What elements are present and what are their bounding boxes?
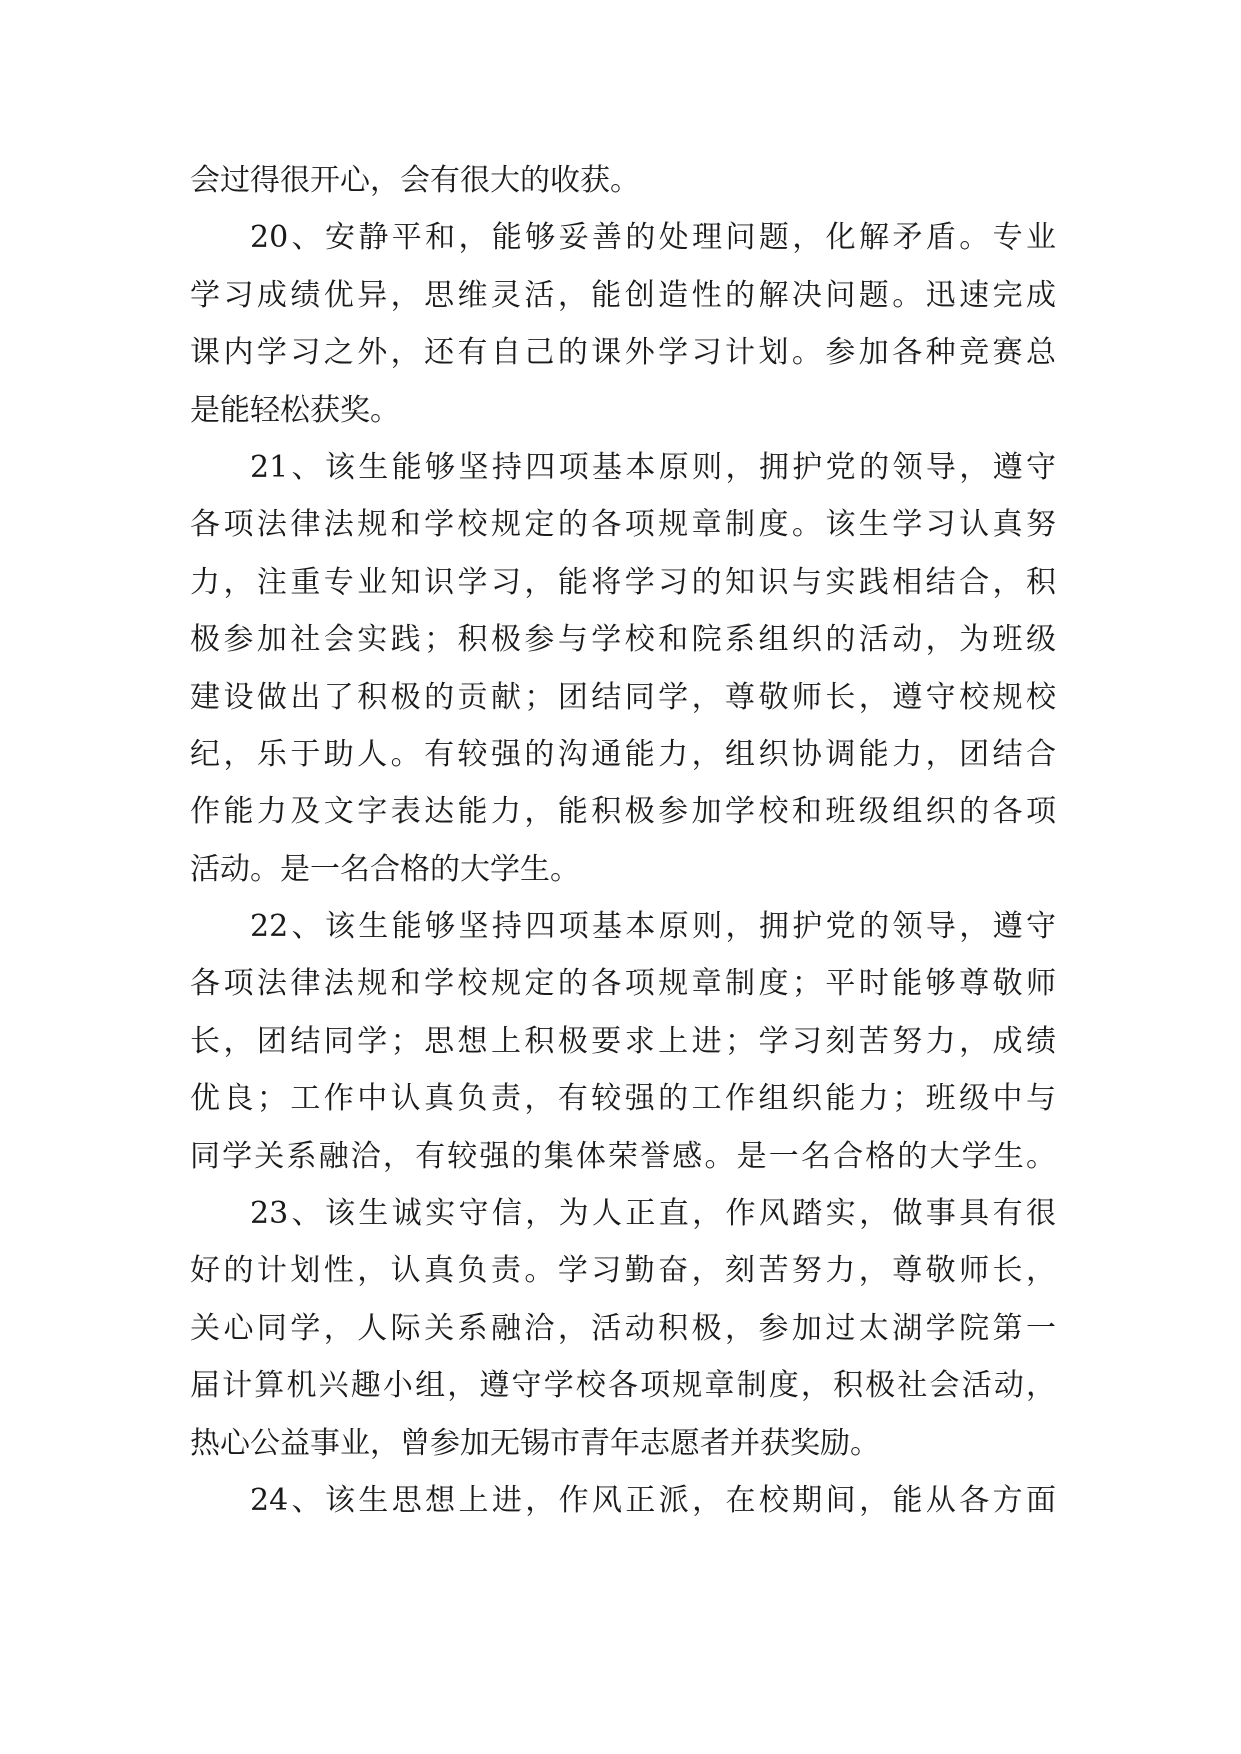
text-line: 各项法律法规和学校规定的各项规章制度；平时能够尊敬师 xyxy=(190,966,1056,1002)
text-line: 各项法律法规和学校规定的各项规章制度。该生学习认真努 xyxy=(190,507,1056,543)
text-line: 会过得很开心，会有很大的收获。 xyxy=(190,163,640,198)
text-line: 24、该生思想上进，作风正派，在校期间，能从各方面 xyxy=(250,1482,1056,1518)
text-line: 建设做出了积极的贡献；团结同学，尊敬师长，遵守校规校 xyxy=(190,679,1056,715)
text-line: 力，注重专业知识学习，能将学习的知识与实践相结合，积 xyxy=(190,564,1056,600)
text-line: 是能轻松获奖。 xyxy=(190,392,400,428)
text-line: 届计算机兴趣小组，遵守学校各项规章制度，积极社会活动， xyxy=(190,1368,1056,1404)
text-line: 活动。是一名合格的大学生。 xyxy=(190,851,580,887)
text-line: 20、安静平和，能够妥善的处理问题，化解矛盾。专业 xyxy=(250,220,1056,256)
text-line: 23、该生诚实守信，为人正直，作风踏实，做事具有很 xyxy=(250,1196,1056,1232)
text-line: 关心同学，人际关系融洽，活动积极，参加过太湖学院第一 xyxy=(190,1310,1056,1346)
text-line: 长，团结同学；思想上积极要求上进；学习刻苦努力，成绩 xyxy=(190,1023,1056,1059)
text-line: 同学关系融洽，有较强的集体荣誉感。是一名合格的大学生。 xyxy=(190,1138,1056,1174)
text-line: 热心公益事业，曾参加无锡市青年志愿者并获奖励。 xyxy=(190,1425,880,1461)
text-line: 22、该生能够坚持四项基本原则，拥护党的领导，遵守 xyxy=(250,909,1056,945)
text-line: 优良；工作中认真负责，有较强的工作组织能力；班级中与 xyxy=(190,1081,1056,1117)
text-line: 课内学习之外，还有自己的课外学习计划。参加各种竞赛总 xyxy=(190,335,1056,371)
text-line: 作能力及文字表达能力，能积极参加学校和班级组织的各项 xyxy=(190,794,1056,830)
text-line: 21、该生能够坚持四项基本原则，拥护党的领导，遵守 xyxy=(250,449,1056,485)
text-line: 纪，乐于助人。有较强的沟通能力，组织协调能力，团结合 xyxy=(190,736,1056,772)
text-line: 好的计划性，认真负责。学习勤奋，刻苦努力，尊敬师长， xyxy=(190,1253,1056,1289)
document-body xyxy=(190,152,1056,1529)
text-line: 学习成绩优异，思维灵活，能创造性的解决问题。迅速完成 xyxy=(190,277,1056,313)
text-line: 极参加社会实践；积极参与学校和院系组织的活动，为班级 xyxy=(190,622,1056,658)
